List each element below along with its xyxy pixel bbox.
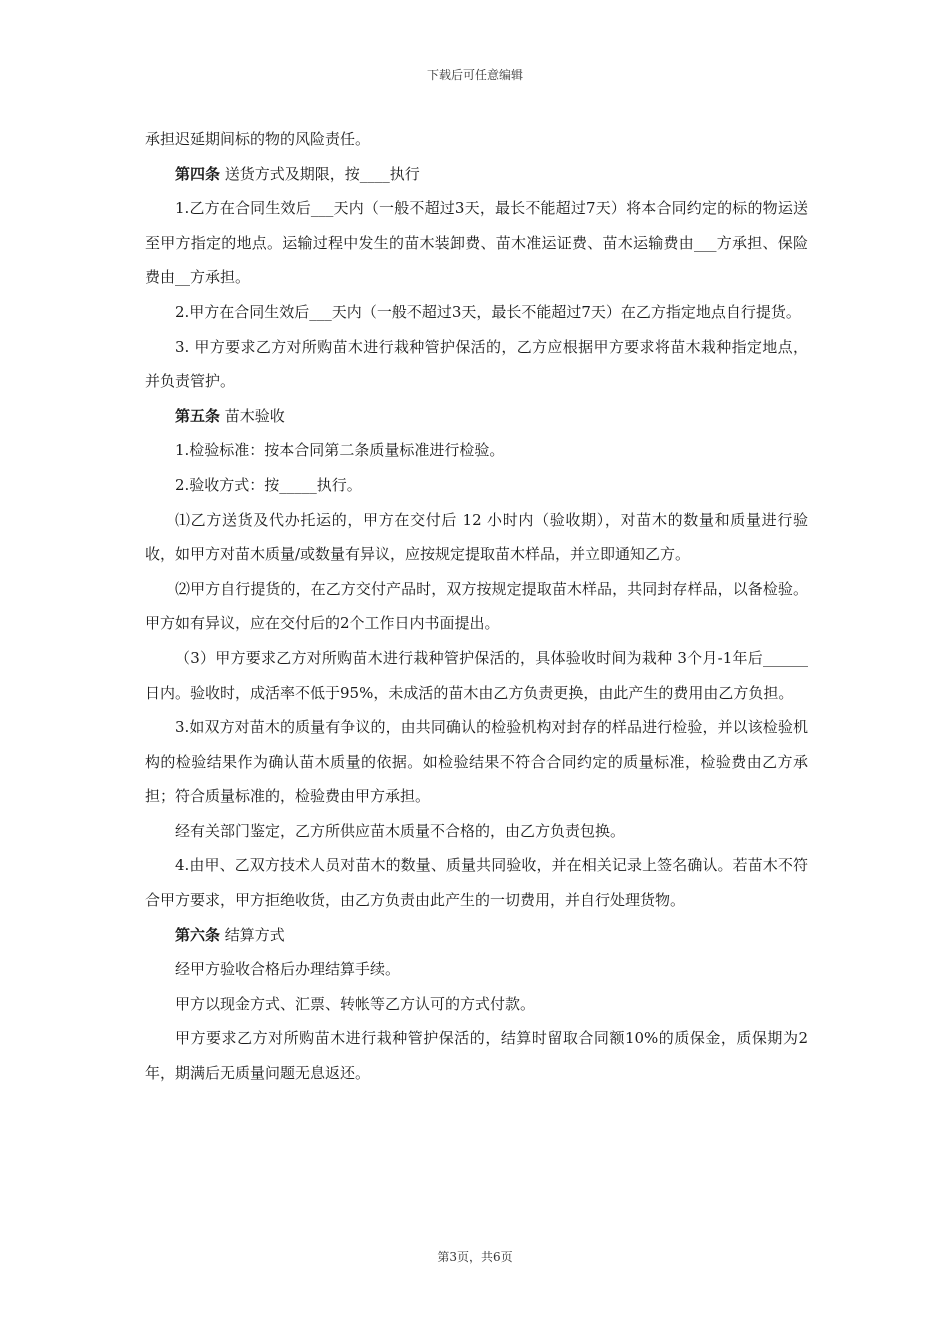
- document-body: [145, 122, 808, 1091]
- paragraph: 承担迟延期间标的物的风险责任。: [145, 130, 371, 148]
- paragraph: 4.由甲、乙双方技术人员对苗木的数量、质量共同验收，并在相关记录上签名确认。若苗木不符合甲方要求，甲方拒绝收货，由乙方负责由此产生的一切费用，并自行处理货物。: [145, 856, 808, 910]
- section-title: 第四条: [175, 164, 221, 183]
- paragraph: 甲方要求乙方对所购苗木进行栽种管护保活的，结算时留取合同额10%的质保金，质保期为2年，期满后无质量问题无息返还。: [145, 1029, 808, 1083]
- section-heading-4: [145, 157, 808, 192]
- section-title: 第六条: [175, 925, 221, 944]
- paragraph: 2.验收方式：按_____执行。: [175, 475, 362, 494]
- section-text: 苗木验收: [220, 406, 285, 425]
- paragraph: 甲方以现金方式、汇票、转帐等乙方认可的方式付款。: [175, 994, 536, 1013]
- paragraph: 2.甲方在合同生效后___天内（一般不超过3天，最长不能超过7天）在乙方指定地点自行提货。: [175, 302, 801, 321]
- section-heading-5: [145, 399, 808, 434]
- paragraph: 3. 甲方要求乙方对所购苗木进行栽种管护保活的，乙方应根据甲方要求将苗木栽种指定地点，并负责管护。: [145, 337, 808, 391]
- section-title: 第五条: [175, 406, 221, 425]
- paragraph: 经甲方验收合格后办理结算手续。: [175, 960, 401, 979]
- section-heading-6: [145, 918, 808, 953]
- paragraph: 1.乙方在合同生效后___天内（一般不超过3天，最长不能超过7天）将本合同约定的标的物运送至甲方指定的地点。运输过程中发生的苗木装卸费、苗木准运证费、苗木运输费由___方承担、保险费由__方承担。: [145, 199, 808, 287]
- section-text: 结算方式: [220, 925, 285, 944]
- paragraph: ⑵甲方自行提货的，在乙方交付产品时，双方按规定提取苗木样品，共同封存样品，以备检验。甲方如有异议，应在交付后的2个工作日内书面提出。: [145, 579, 808, 633]
- page-header-note: 下载后可任意编辑: [426, 68, 523, 82]
- paragraph: 3.如双方对苗木的质量有争议的，由共同确认的检验机构对封存的样品进行检验，并以该检验机构的检验结果作为确认苗木质量的依据。如检验结果不符合合同约定的质量标准，检验费由乙方承担；符合质量标准的，检验费由甲方承担。: [145, 718, 808, 806]
- paragraph: ⑴乙方送货及代办托运的，甲方在交付后 12 小时内（验收期），对苗木的数量和质量进行验收，如甲方对苗木质量/或数量有异议，应按规定提取苗木样品，并立即通知乙方。: [145, 510, 808, 564]
- paragraph: 经有关部门鉴定，乙方所供应苗木质量不合格的，由乙方负责包换。: [175, 821, 626, 840]
- section-text: 送货方式及期限，按____执行: [220, 164, 420, 183]
- page-footer-number: 第3页，共6页: [437, 1250, 513, 1264]
- paragraph: （3）甲方要求乙方对所购苗木进行栽种管护保活的，具体验收时间为栽种 3个月-1年后______日内。验收时，成活率不低于95%，未成活的苗木由乙方负责更换，由此产生的费用由乙方负担。: [145, 648, 808, 702]
- paragraph: 1.检验标准：按本合同第二条质量标准进行检验。: [175, 441, 505, 460]
